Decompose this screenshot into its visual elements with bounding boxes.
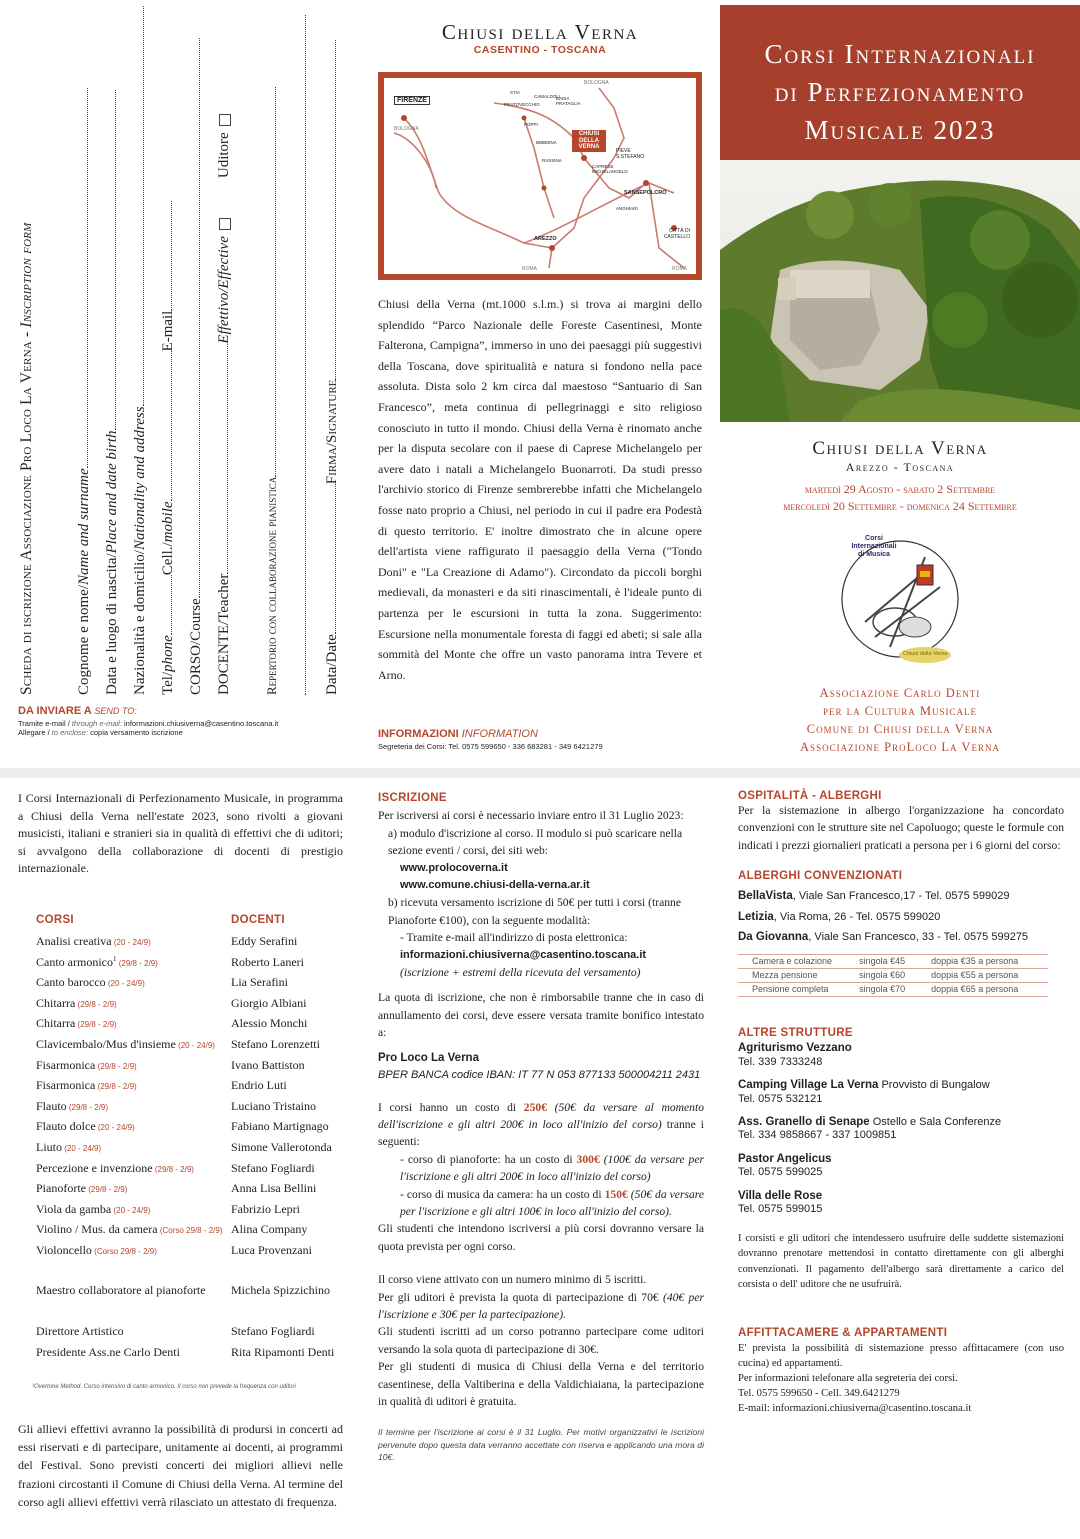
hotel-item: Da Giovanna, Viale San Francesco, 33 - Tel. 0575 599275 <box>738 931 1029 944</box>
structure-item: Pastor Angelicus Tel. 0575 599025 <box>738 1152 832 1179</box>
teacher-name: Alessio Monchi <box>231 1016 308 1031</box>
course-row <box>36 1119 135 1134</box>
course-row <box>36 996 117 1011</box>
teacher-name: Alina Company <box>231 1222 308 1237</box>
middle-title: Chiusi della Verna <box>441 20 639 44</box>
map-label-bibbiena: BIBBIENA <box>536 140 557 145</box>
course-row <box>36 1202 150 1217</box>
hotel-list <box>738 886 1064 948</box>
map-svg <box>384 78 696 274</box>
field-nationality[interactable]: Nazionalità e domicilio/Nationality and address <box>132 6 149 695</box>
course-row <box>36 1016 117 1031</box>
cover-banner <box>720 5 1080 160</box>
teacher-name: Luciano Tristaino <box>231 1098 317 1113</box>
auditor-checkbox[interactable] <box>219 114 231 126</box>
field-blank[interactable] <box>294 15 311 695</box>
course-dates: (Corso 29/8 - 2/9) <box>157 1226 223 1236</box>
website-link-1[interactable]: www.prolocoverna.it <box>400 861 508 874</box>
teacher-name: Luca Provenzani <box>231 1243 312 1257</box>
cover-region: Arezzo - Toscana <box>845 460 955 474</box>
cover-title-1: Corsi Internazionali <box>764 39 1036 69</box>
price-row: Mezza pensione singola €60 doppia €55 a persona <box>738 969 1048 983</box>
structures-title: ALTRE STRUTTURE <box>738 1026 853 1039</box>
course-row <box>36 1099 108 1114</box>
map-label-roma-2: ROMA <box>672 266 687 272</box>
structures-list <box>738 1042 1064 1217</box>
teacher-name: Stefano Fogliardi <box>231 1160 315 1175</box>
cover-dates-1: martedì 29 Agosto - sabato 2 Settembre <box>804 482 996 496</box>
map-label-bologna: BOLOGNA <box>394 126 419 132</box>
send-to-block: DA INVIARE A SEND TO: Tramite e-mail / through e-mail: informazioni.chiusiverna@casentino.toscana.it Allegare / to enclose: copia versamento iscrizione <box>18 705 279 737</box>
course-dates: (29/8 - 2/9) <box>116 958 158 968</box>
rentals-email[interactable]: E-mail: informazioni.chiusiverna@casentino.toscana.it <box>738 1403 972 1415</box>
field-course[interactable]: CORSO/Course <box>188 38 205 695</box>
email-link[interactable]: informazioni.chiusiverna@casentino.toscana.it <box>400 948 647 961</box>
map-label-citta: CITTÀ DI CASTELLO <box>663 228 690 240</box>
course-name: Percezione e invenzione <box>36 1160 153 1175</box>
middle-description: Chiusi della Verna (mt.1000 s.l.m.) si trova ai margini dello splendido “Parco Nazionale delle Foreste Casentinesi, Monte Falterona, Campigna”, immerso in uno dei paesaggi più suggestivi della Toscana, dove spiritualità e natura si fondono nella pace assoluta. Dista solo 2 km circa dal maestoso “Santuario di San Francesco”, meta continua di pellegrinaggi e sito religioso conosciuto in tutto il mondo. Chiusi della Verna è rinomato anche per la disputa secolare con il paese di Caprese Michelangelo per avere dato i natali a Michelangelo Buonarroti. Da studi presso l'archivio storico di Firenze sembrerebbe infatti che Michelangelo fosse nato proprio a Chiusi, nel periodo in cui il padre era Podestà di questo territorio. E' inoltre dimostrato che in alcune opere dell'artista viene raffigurato il paesaggio della Verna ("Tondo Doni" e "La Creazione di Adamo"). Circondato da piccoli borghi medievali, da monasteri e da siti rinascimentali, è l'ideale punto di partenza per le escursioni in tutta la zona. Suggerimento: Escursione nella monumentale foresta di faggi ed abeti; si sale alla sommità del Monte che offre un vasto panorama intra Tevere et Arno. <box>378 297 702 682</box>
course-dates: (29/8 - 2/9) <box>75 999 117 1009</box>
course-dates: (20 - 24/9) <box>62 1144 102 1153</box>
teacher-name: Ivano Battiston <box>231 1057 305 1072</box>
course-row <box>36 1037 215 1052</box>
bank-name: Pro Loco La Verna <box>378 1051 479 1064</box>
hotel-item: Letizia, Via Roma, 26 - Tel. 0575 599020 <box>738 910 941 923</box>
rentals-info: E' prevista la possibilità di sistemazione presso affittacamere (con uso cucina) ed appartamenti. Per informazioni telefonare alla segreteria dei corsi. Tel. 0575 599650 - Cell. 349.6421279 E-mail: informazioni.chiusiverna@casentino.toscana.it <box>738 1343 1064 1415</box>
org-4: Associazione ProLoco La Verna <box>800 740 1000 754</box>
map-label-pieve: PIEVE S.STEFANO <box>616 148 645 160</box>
course-dates: (20 - 24/9) <box>111 1205 151 1215</box>
page-divider <box>0 768 1080 778</box>
course-name: Fisarmonica <box>36 1078 96 1093</box>
map-label-sansepolcro: SANSEPOLCRO <box>624 190 667 196</box>
course-name: Fisarmonica <box>36 1057 96 1072</box>
map-label-firenze: FIRENZE <box>394 96 430 105</box>
teacher-name: Eddy Serafini <box>231 934 298 948</box>
iscrizione-section: ISCRIZIONE Per iscriversi ai corsi è necessario inviare entro il 31 Luglio 2023: a) modulo d'iscrizione al corso. Il modulo si può scaricare nella sezione eventi / corsi, dei siti web: www.prolocoverna.it www.comune.chiusi-della-verna.ar.it b) ricevuta versamento iscrizione di 50€ per tutti i corsi (tranne Pianoforte €100), con la seguente modalità: - Tramite e-mail all'indirizzo di posta elettronica: informazioni.chiusiverna@casentino.toscana.it (iscrizione + estremi della ricevuta del versamento) La quota di iscrizione, che non è rimborsabile tranne che in caso di annullamento dei corsi, deve essere versata tramite bonifico intestato a: Pro Loco La Verna BPER BANCA codice IBAN: IT 77 N 053 877133 500004211 2431 I corsi hanno un costo di 250€ (50€ da versare al momento dell'iscrizione e gli altri 200€ in loco all'inizio del corso) tranne i seguenti: - corso di pianoforte: ha un costo di 300€ (100€ da versare per l'iscrizione e gli altri 200€ in loco all'inizio del corso) - corso di musica da camera: ha un costo di 150€ (50€ da versare per l'iscrizione e gli altri 100€ in loco all'inizio del corso). Gli studenti che intendono iscriversi a più corsi dovranno versare la quota prevista per ogni corso. Il corso viene attivato con un numero minimo di 5 iscritti. Per gli uditori è prevista la quota di partecipazione di 70€ (40€ per l'iscrizione e 30€ per la partecipazione). Gli studenti iscritti ad un corso potranno partecipare come uditori versando la sola quota di partecipazione di 30€. Per gli studenti di musica di Chiusi della Verna e del territorio casentinese, della Valtiberina e della Valdichiaiana, la partecipazione in qualità di uditori è gratuita. Il termine per l'iscrizione ai corsi è il 31 Luglio. Per motivi organizzativi le iscrizioni pervenute dopo questa data verranno accettate con riserva e applicando una mora di 10€. <box>378 792 704 1463</box>
org-1: Associazione Carlo Denti <box>819 686 981 700</box>
field-name[interactable]: Cognome e nome/Name and surname <box>76 88 93 695</box>
hospitality-title: OSPITALITÀ - ALBERGHI <box>738 790 882 802</box>
teacher-name: Roberto Laneri <box>231 954 304 969</box>
map-label-pratovecchio: PRATOVECCHIO <box>504 102 540 107</box>
course-name: Flauto dolce <box>36 1119 96 1134</box>
courses-header: CORSI <box>36 914 74 926</box>
price-row: Pensione completa singola €70 doppia €65 a persona <box>738 983 1048 997</box>
courses-table <box>36 914 346 1274</box>
rentals-title: AFFITTACAMERE & APPARTAMENTI <box>738 1327 948 1340</box>
map-label-chiusi: CHIUSI DELLA VERNA <box>572 130 606 152</box>
outer-side <box>0 0 1080 768</box>
course-dates: (29/8 - 2/9) <box>86 1185 128 1195</box>
structure-item: Camping Village La Verna Provvisto di Bungalow Tel. 0575 532121 <box>738 1078 990 1105</box>
course-row <box>36 1222 223 1237</box>
cost-paragraph: I corsi hanno un costo di 250€ (50€ da versare al momento dell'iscrizione e gli altri 200€ in loco all'inizio del corso) tranne i seguenti: <box>378 1100 704 1149</box>
course-row <box>36 1161 194 1176</box>
course-row <box>36 1058 137 1073</box>
course-dates: (29/8 - 2/9) <box>95 1061 137 1071</box>
map-label-caprese: CAPRESE MICHELANGELO <box>592 164 628 174</box>
chamber-cost: - corso di musica da camera: ha un costo di 150€ (50€ da versare per l'iscrizione e gli altri 100€ in loco all'inizio del corso). <box>400 1187 704 1218</box>
booking-note: I corsisti e gli uditori che intendessero usufruire delle suddette sistemazioni dovranno prenotare mettendosi in contatto direttamente con gli alberghi convenzionati. Il pagamento dell'albergo sarà direttamente a carico del corsista o dell' uditore che ne usufruirà. <box>738 1232 1064 1291</box>
course-dates: (20 - 24/9) <box>175 1041 215 1050</box>
field-date-signature[interactable]: Data/DateFirma/Signature <box>324 40 341 695</box>
course-dates: (20 - 24/9) <box>111 938 151 947</box>
map-label-stia: STIA <box>510 90 521 95</box>
inner-outro: Gli allievi effettivi avranno la possibilità di prodursi in concerti ad essi riservati e di partecipare, unitamente ai docenti, ai programmi del Festival. Sono previsti concerti dei migliori allievi nelle frazioni circostanti il Comune di Chiusi della Verna. Al termine del corso agli allievi effettivi verrà rilasciato un attestato di frequenza. <box>18 1422 343 1509</box>
course-dates: (20 - 24/9) <box>95 1123 135 1133</box>
cover-title-2: di Perfezionamento <box>774 77 1026 107</box>
deadline-note: Il termine per l'iscrizione ai corsi è il 31 Luglio. Per motivi organizzativi le iscrizioni pervenute dopo questa data verranno accettate con riserva e applicando una mora di 10€. <box>378 1427 704 1463</box>
course-dates: (29/8 - 2/9) <box>95 1082 137 1092</box>
price-row: Camera e colazione singola €45 doppia €35 a persona <box>738 955 1048 969</box>
maestro-label: Maestro collaboratore al pianoforte <box>36 1283 206 1297</box>
map-label-camaldoli: CAMALDOLI <box>534 94 561 99</box>
course-name: Chitarra <box>36 995 76 1010</box>
director-label: Direttore Artistico <box>36 1324 124 1338</box>
course-dates: (29/8 - 2/9) <box>152 1164 194 1174</box>
footnote: ¹Overtone Method. Corso intensivo di canto armonico. Il corso non prevede la frequenza con uditori <box>32 1384 296 1390</box>
course-name: Liuto <box>36 1140 62 1154</box>
course-name: Canto armonico <box>36 954 113 969</box>
price-table <box>738 954 1048 997</box>
inner-intro: I Corsi Internazionali di Perfezionamento Musicale, in programma a Chiusi della Verna nell'estate 2023, sono rivolti a giovani musicisti, italiani e stranieri sia in qualità di effettivi che di uditori; si avvalgono della collaborazione di docenti di prestigio internazionale. <box>18 791 343 876</box>
teacher-name: Giorgio Albiani <box>231 995 307 1010</box>
course-name: Flauto <box>36 1098 67 1113</box>
festival-logo: Corsi Internazionali di Musica Chiusi della Verna <box>835 527 965 667</box>
teacher-name: Anna Lisa Bellini <box>231 1181 317 1196</box>
course-name: Analisi creativa <box>36 934 112 948</box>
hotels-title: ALBERGHI CONVENZIONATI <box>738 870 903 883</box>
structure-item: Villa delle Rose Tel. 0575 599015 <box>738 1189 823 1216</box>
course-row <box>36 1181 127 1196</box>
cover-title-3: Musicale 2023 <box>804 115 996 145</box>
hotel-item: BellaVista, Viale San Francesco,17 - Tel. 0575 599029 <box>738 890 1010 903</box>
middle-subtitle: CASENTINO - TOSCANA <box>473 44 607 56</box>
course-dates: (29/8 - 2/9) <box>75 1020 117 1030</box>
field-repertoire[interactable]: Repertorio con collaborazione pianistica <box>264 87 280 695</box>
course-name: Pianoforte <box>36 1181 86 1196</box>
map-label-poppi: POPPI <box>524 122 538 127</box>
course-name: Canto barocco <box>36 975 106 990</box>
field-phone[interactable]: Tel/phoneCell./mobileE-mail <box>160 201 177 695</box>
form-title: Scheda di iscrizione Associazione Pro Loco La Verna - Inscription form <box>18 222 35 695</box>
teacher-name: Stefano Lorenzetti <box>231 1037 320 1051</box>
map-label-bologna-2: BOLOGNA <box>584 80 609 86</box>
course-row <box>36 1078 137 1093</box>
field-birth[interactable]: Data e luogo di nascita/Place and date birth <box>104 90 121 695</box>
teacher-name: Endrio Luti <box>231 1078 287 1093</box>
course-row: Canto armonico$^1$ (29/8 - 2/9) <box>36 954 158 969</box>
course-row <box>36 934 151 949</box>
course-row <box>36 1140 101 1155</box>
maestro-name: Michela Spizzichino <box>231 1283 330 1297</box>
cover-dates-2: mercoledì 20 Settembre - domenica 24 Settembre <box>783 499 1017 513</box>
hospitality-section: OSPITALITÀ - ALBERGHI Per la sistemazione in albergo l'organizzazione ha concordato convenzioni con le strutture site nel Capoluogo; queste le formule con indicati i prezzi giornalieri praticati a persona per i 6 giorni del corso: ALBERGHI CONVENZIONATI BellaVista, Viale San Francesco,17 - Tel. 0575 599029 Letizia, Via Roma, 26 - Tel. 0575 599020 Da Giovanna, Viale San Francesco, 33 - Tel. 0575 599275 Camera e colazione singola €45 doppia €35 a persona Mezza pensione singola €60 doppia €55 a persona Pensione completa singola €70 doppia €65 a persona ALTRE STRUTTURE Agriturismo Vezzano Tel. 339 7333248 Camping Village La Verna Provvisto di Bungalow Tel. 0575 532121 Ass. Granello di Senape Ostello e Sala Conferenze Tel. 334 9858667 - 337 1009851 Pastor Angelicus Tel. 0575 599025 Villa delle Rose Tel. 0575 599015 I corsisti e gli uditori che intendessero usufruire delle suddette sistemazioni dovranno prenotare mettendosi in contatto direttamente con gli alberghi convenzionati. Il pagamento dell'albergo sarà direttamente a carico del corsista o dell' uditore che ne usufruirà. AFFITTACAMERE & APPARTAMENTI E' prevista la possibilità di sistemazione presso affittacamere (con uso cucina) ed appartamenti. Per informazioni telefonare alla segreteria dei corsi. Tel. 0575 599650 - Cell. 349.6421279 E-mail: informazioni.chiusiverna@casentino.toscana.it <box>738 790 1064 1415</box>
piano-cost: - corso di pianoforte: ha un costo di 300€ (100€ da versare per l'iscrizione e gli altri 200€ in loco all'inizio del corso) <box>400 1152 704 1184</box>
teacher-name: Simone Vallerotonda <box>231 1140 332 1154</box>
map-label-rassina: RASSINA <box>542 158 562 163</box>
president-label: Presidente Ass.ne Carlo Denti <box>36 1345 180 1359</box>
teacher-name: Lia Serafini <box>231 975 288 990</box>
iscrizione-title: ISCRIZIONE <box>378 792 447 804</box>
teacher-name: Fabrizio Lepri <box>231 1201 300 1216</box>
cover-organizers <box>720 684 1080 756</box>
course-dates: (Corso 29/8 - 2/9) <box>91 1247 157 1256</box>
course-name: Chitarra <box>36 1016 76 1031</box>
president-name: Rita Ripamonti Denti <box>231 1345 335 1359</box>
cover-place: Chiusi della Verna <box>812 438 988 459</box>
teachers-header: DOCENTI <box>231 914 285 926</box>
map-label-arezzo: AREZZO <box>534 236 557 242</box>
teacher-name: Fabiano Martignago <box>231 1119 329 1134</box>
course-row <box>36 1243 157 1258</box>
course-name: Violino / Mus. da camera <box>36 1222 158 1237</box>
course-dates: (20 - 24/9) <box>105 979 145 989</box>
inscription-form <box>18 5 358 695</box>
course-name: Violoncello <box>36 1243 92 1257</box>
org-3: Comune di Chiusi della Verna <box>806 722 994 736</box>
course-name: Clavicembalo/Mus d'insieme <box>36 1037 176 1051</box>
course-dates: (29/8 - 2/9) <box>66 1102 109 1112</box>
website-link-2[interactable]: www.comune.chiusi-della-verna.ar.it <box>400 879 590 892</box>
sanctuary-photo <box>720 160 1080 422</box>
structure-item: Agriturismo Vezzano Tel. 339 7333248 <box>738 1041 852 1068</box>
org-2: per la Cultura Musicale <box>823 704 977 718</box>
map-label-roma: ROMA <box>522 266 537 272</box>
map-label-badia: BADIA PRATAGLIA <box>556 96 581 106</box>
field-teacher[interactable]: DOCENTE/TeacherEffettivo/EffectiveUditore <box>216 114 233 695</box>
map-label-anghiari: ANGHIARI <box>616 206 638 211</box>
bank-iban: BPER BANCA codice IBAN: IT 77 N 053 877133 500004211 2431 <box>378 1069 701 1082</box>
course-name: Viola da gamba <box>36 1201 112 1216</box>
structure-item: Ass. Granello di Senape Ostello e Sala Conferenze Tel. 334 9858667 - 337 1009851 <box>738 1115 1002 1142</box>
road-map <box>378 72 702 280</box>
effective-checkbox[interactable] <box>219 218 231 230</box>
info-block: INFORMAZIONI INFORMATION Segreteria dei Corsi: Tel. 0575 599650 - 336 683281 - 349 6421279 <box>378 728 603 751</box>
director-name: Stefano Fogliardi <box>231 1324 315 1338</box>
course-row <box>36 975 145 990</box>
